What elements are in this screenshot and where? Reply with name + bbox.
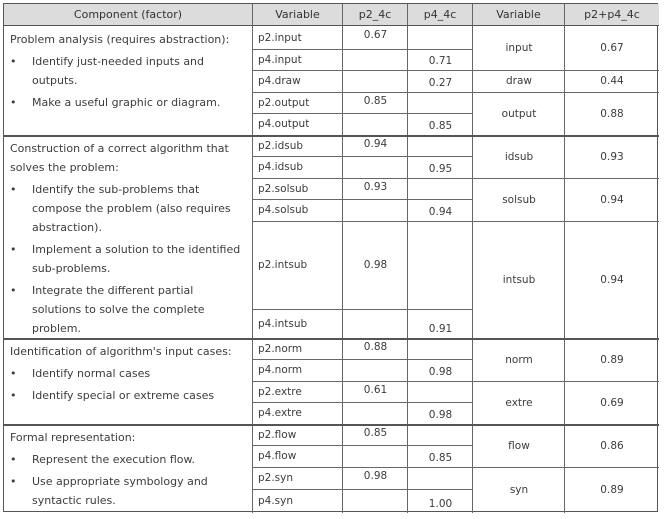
component-bullet (10, 52, 246, 90)
header-component: Component (factor) (4, 4, 253, 26)
bullet-text: Identify just-needed inputs and outputs. (32, 55, 205, 87)
combined-value-cell: 0.94 (600, 273, 624, 286)
bullet-text: Represent the execution flow. (32, 453, 196, 466)
variable-cell: p2.output (258, 96, 310, 109)
bullet-text: Identify the sub-problems that compose the problem (also requires abstraction). (32, 183, 231, 234)
p2-4c-cell (343, 70, 408, 92)
p4-4c-cell: 0.95 (428, 163, 453, 175)
p2-4c-cell: 0.85 (363, 427, 388, 439)
component-bullet (10, 240, 246, 278)
combined-value-cell: 0.44 (600, 75, 624, 87)
p4-4c-cell (408, 26, 473, 49)
variable-cell: p2.input (258, 31, 302, 44)
p4-4c-cell (408, 92, 473, 113)
variable-cell: p4.idsub (258, 161, 304, 173)
variable-cell: p2.syn (258, 472, 294, 484)
p4-4c-cell: 0.27 (428, 77, 453, 89)
p2-4c-cell: 0.98 (363, 470, 388, 482)
p2-4c-cell: 0.98 (363, 259, 388, 271)
bullet-icon: • (10, 96, 17, 109)
component-group (4, 27, 252, 135)
component-group (4, 339, 252, 424)
component-group (4, 136, 252, 338)
bullet-text: Integrate the different partial solutions to solve the complete problem. (32, 284, 205, 335)
component-bullet (10, 386, 214, 405)
header-variable-combined: Variable (473, 4, 565, 26)
bullet-icon: • (10, 367, 17, 380)
bullet-icon: • (10, 55, 17, 68)
p4-4c-cell: 0.94 (428, 206, 453, 218)
component-bullet (10, 450, 195, 469)
component-title: Problem analysis (requires abstraction): (10, 33, 230, 46)
header-variable: Variable (253, 4, 343, 26)
combined-value-cell: 0.86 (600, 439, 624, 452)
combined-value-cell: 0.88 (600, 107, 624, 120)
variable-cell: p4.norm (258, 364, 303, 376)
header-p4-4c: p4_4c (408, 4, 473, 26)
variable-cell: p2.extre (258, 385, 302, 398)
component-title: Construction of a correct algorithm that solves the problem: (10, 142, 229, 174)
header-p2-4c: p2_4c (343, 4, 408, 26)
variable-cell: p4.draw (258, 75, 301, 87)
p2-4c-cell (343, 309, 408, 338)
combined-variable-cell: input (505, 42, 533, 54)
variable-cell: p2.norm (258, 342, 303, 355)
combined-variable-cell: syn (509, 484, 529, 496)
p4-4c-cell: 0.71 (428, 55, 453, 67)
p2-4c-cell (343, 402, 408, 424)
bullet-icon: • (10, 475, 17, 488)
combined-variable-cell: draw (505, 75, 532, 87)
bullet-icon: • (10, 183, 17, 196)
bullet-text: Implement a solution to the identified sub-problems. (32, 243, 241, 275)
combined-variable-cell: flow (508, 439, 530, 452)
p2-4c-cell (343, 445, 408, 467)
component-bullet (10, 281, 246, 338)
p2-4c-cell: 0.94 (363, 138, 388, 150)
p2-4c-cell: 0.67 (363, 29, 388, 41)
combined-variable-cell: extre (505, 396, 533, 409)
combined-variable-cell: intsub (502, 273, 536, 286)
p4-4c-cell (408, 135, 473, 156)
variable-cell: p2.idsub (258, 139, 304, 152)
bullet-icon: • (10, 284, 17, 297)
p2-4c-cell: 0.88 (363, 341, 388, 353)
bullet-text: Make a useful graphic or diagram. (32, 96, 221, 109)
bullet-icon: • (10, 389, 17, 402)
component-bullet (10, 364, 150, 383)
combined-variable-cell: norm (505, 353, 533, 366)
combined-variable-cell: output (501, 107, 537, 120)
variable-cell: p4.intsub (258, 317, 308, 330)
p2-4c-cell (343, 156, 408, 178)
p2-4c-cell (343, 113, 408, 135)
component-group (4, 425, 252, 513)
bullet-icon: • (10, 243, 17, 256)
variable-cell: p2.flow (258, 428, 297, 441)
p2-4c-cell: 0.93 (363, 181, 388, 193)
p4-4c-cell (408, 424, 473, 445)
p2-4c-cell (343, 199, 408, 221)
combined-variable-cell: idsub (504, 150, 534, 163)
component-bullet (10, 472, 246, 510)
p4-4c-cell (408, 178, 473, 199)
p4-4c-cell: 0.85 (428, 120, 453, 132)
combined-value-cell: 0.69 (600, 396, 624, 409)
p2-4c-cell (343, 489, 408, 513)
variable-cell: p4.input (258, 53, 302, 66)
bullet-text: Use appropriate symbology and syntactic rules. (32, 475, 208, 507)
combined-value-cell: 0.67 (600, 42, 624, 54)
p4-4c-cell: 1.00 (428, 498, 453, 510)
header-p2-p4-4c: p2+p4_4c (565, 4, 659, 26)
variable-cell: p2.intsub (258, 259, 308, 271)
combined-value-cell: 0.89 (600, 484, 624, 496)
p4-4c-cell: 0.91 (428, 323, 453, 335)
combined-variable-cell: solsub (502, 193, 536, 206)
component-title: Formal representation: (10, 431, 136, 444)
p4-4c-cell (408, 381, 473, 402)
p4-4c-cell: 0.98 (428, 409, 453, 421)
bullet-text: Identify normal cases (32, 367, 151, 380)
p2-4c-cell (343, 359, 408, 381)
p2-4c-cell: 0.85 (363, 95, 388, 107)
bullet-icon: • (10, 453, 17, 466)
combined-value-cell: 0.93 (600, 150, 624, 163)
component-title: Identification of algorithm's input cases: (10, 345, 232, 358)
p2-4c-cell (343, 49, 408, 70)
p4-4c-cell: 0.98 (428, 366, 453, 378)
component-bullet (10, 93, 220, 112)
variable-cell: p4.flow (258, 450, 297, 462)
component-bullet (10, 180, 246, 237)
variable-cell: p4.syn (258, 495, 294, 507)
p2-4c-cell: 0.61 (363, 384, 388, 396)
p4-4c-cell (408, 467, 473, 489)
variable-cell: p4.solsub (258, 204, 309, 216)
variable-cell: p2.solsub (258, 182, 309, 195)
combined-value-cell: 0.94 (600, 193, 624, 206)
variable-cell: p4.extre (258, 407, 302, 419)
p4-4c-cell: 0.85 (428, 452, 453, 464)
variable-cell: p4.output (258, 118, 310, 130)
factor-loadings-table (3, 3, 658, 512)
combined-value-cell: 0.89 (600, 353, 624, 366)
bullet-text: Identify special or extreme cases (32, 389, 215, 402)
p4-4c-cell (408, 221, 473, 309)
p4-4c-cell (408, 338, 473, 359)
